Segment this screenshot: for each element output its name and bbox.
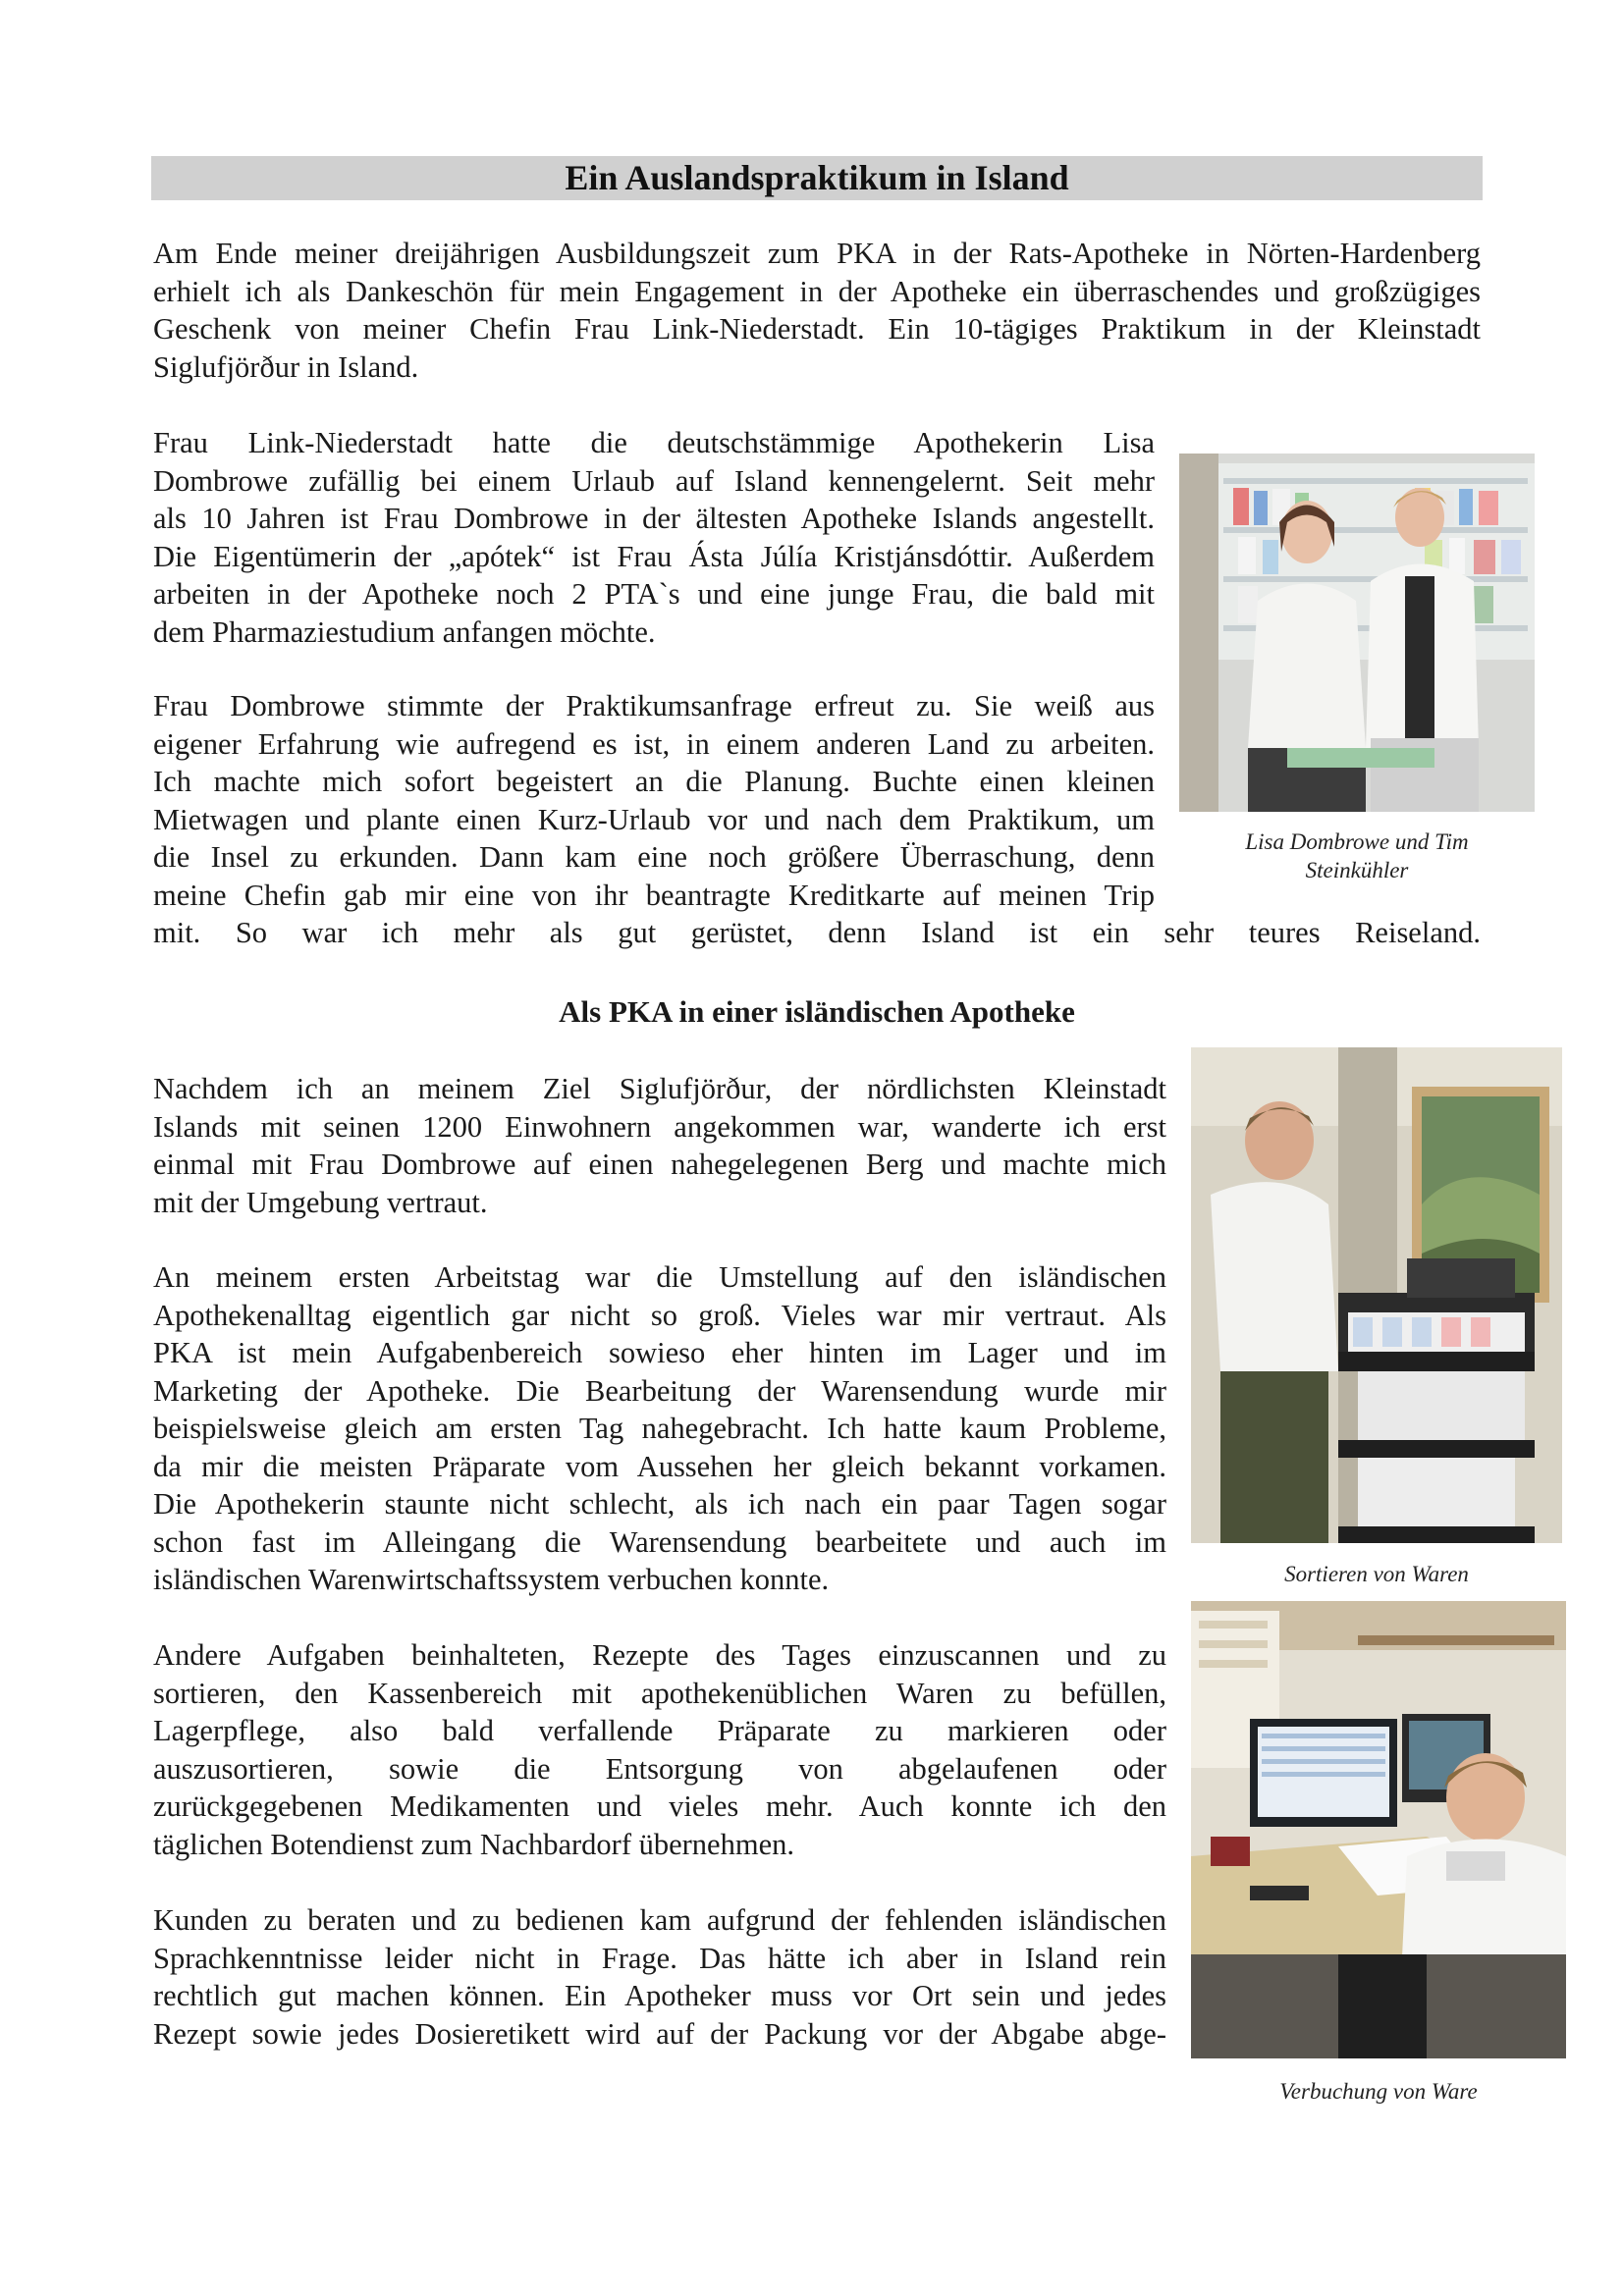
text-line: eigener Erfahrung wie aufregend es ist, in einem anderen Land zu arbeiten. <box>153 726 1155 761</box>
text-line: Rezept sowie jedes Dosieretikett wird auf der Packung vor der Abgabe abge- <box>153 2016 1166 2051</box>
text-line: sortieren, den Kassenbereich mit apothekenüblichen Waren zu befüllen, <box>153 1676 1166 1710</box>
text-line: Apothekenalltag eigentlich gar nicht so groß. Vieles war mir vertraut. Als <box>153 1298 1166 1332</box>
text-line: Ich machte mich sofort begeistert an die Planung. Buchte einen kleinen <box>153 765 1155 798</box>
paragraph-planning <box>153 687 1155 914</box>
text-line: dem Pharmaziestudium anfangen möchte. <box>153 614 656 649</box>
text-line: beispielsweise gleich am ersten Tag nahegebracht. Ich hatte kaum Probleme, <box>153 1412 1166 1445</box>
text-line: Mietwagen und plante einen Kurz-Urlaub vor und nach dem Praktikum, um <box>153 802 1155 836</box>
text-line: isländischen Warenwirtschaftssystem verbuchen konnte. <box>153 1563 830 1596</box>
text-line: Andere Aufgaben beinhalteten, Rezepte des Tages einzuscannen und zu <box>153 1638 1166 1672</box>
text-line: täglichen Botendienst zum Nachbardorf übernehmen. <box>153 1827 794 1861</box>
caption-line: Lisa Dombrowe und Tim <box>1245 829 1469 854</box>
text-line: mit der Umgebung vertraut. <box>153 1185 488 1219</box>
text-line: Die Eigentümerin der „apótek“ ist Frau Ásta Júlía Kristjánsdóttir. Außerdem <box>153 539 1155 573</box>
text-line: mit. So war ich mehr als gut gerüstet, denn Island ist ein sehr teures Reiseland. <box>153 916 1481 949</box>
text-line: als 10 Jahren ist Frau Dombrowe in der ältesten Apotheke Islands angestellt. <box>153 502 1155 535</box>
paragraph-planning-tail <box>153 914 1481 952</box>
text-line: rechtlich gut machen können. Ein Apotheker muss vor Ort sein und jedes <box>153 1979 1166 2012</box>
paragraph-tasks <box>153 1636 1166 1863</box>
text-line: zurückgegebenen Medikamenten und vieles mehr. Auch konnte ich den <box>153 1789 1166 1823</box>
text-line: Geschenk von meiner Chefin Frau Link-Niederstadt. Ein 10-tägiges Praktikum in der Kleinstadt <box>153 312 1481 346</box>
section-heading: Als PKA in einer isländischen Apotheke <box>559 994 1075 1029</box>
text-line: da mir die meisten Präparate vom Aussehen her gleich bekannt vorkamen. <box>153 1449 1166 1483</box>
text-line: Am Ende meiner dreijährigen Ausbildungszeit zum PKA in der Rats-Apotheke in Nörten-Hardenberg <box>153 237 1481 270</box>
text-line: Siglufjörður in Island. <box>153 349 419 384</box>
paragraph-dombrowe <box>153 424 1155 651</box>
text-line: PKA ist mein Aufgabenbereich sowieso eher hinten im Lager und im <box>153 1336 1166 1369</box>
photo-sorting-goods <box>1191 1047 1562 1543</box>
text-line: Dombrowe zufällig bei einem Urlaub auf Island kennengelernt. Seit mehr <box>153 463 1155 498</box>
text-line: Kunden zu beraten und zu bedienen kam aufgrund der fehlenden isländischen <box>153 1903 1166 1937</box>
paragraph-first-day <box>153 1258 1166 1599</box>
text-line: Frau Dombrowe stimmte der Praktikumsanfrage erfreut zu. Sie weiß aus <box>153 689 1155 722</box>
text-line: schon fast im Alleingang die Warensendung bearbeitete und auch im <box>153 1524 1166 1559</box>
text-line: An meinem ersten Arbeitstag war die Umstellung auf den isländischen <box>153 1260 1166 1294</box>
text-line: Sprachkenntnisse leider nicht in Frage. Das hätte ich aber in Island rein <box>153 1941 1166 1975</box>
text-line: Die Apothekerin staunte nicht schlecht, als ich nach ein paar Tagen sogar <box>153 1487 1166 1521</box>
photo-caption: Verbuchung von Ware <box>1279 2079 1478 2104</box>
photo-caption <box>1179 828 1535 884</box>
text-line: Marketing der Apotheke. Die Bearbeitung der Warensendung wurde mir <box>153 1373 1166 1408</box>
paragraph-intro <box>153 235 1481 386</box>
photo-caption: Sortieren von Waren <box>1284 1562 1469 1586</box>
text-line: arbeiten in der Apotheke noch 2 PTA`s und eine junge Frau, die bald mit <box>153 577 1155 611</box>
article-title: Ein Auslandspraktikum in Island <box>151 156 1483 200</box>
text-line: Nachdem ich an meinem Ziel Siglufjörður, der nördlichsten Kleinstadt <box>153 1072 1166 1105</box>
text-line: erhielt ich als Dankeschön für mein Engagement in der Apotheke ein überraschendes und großzügiges <box>153 274 1481 308</box>
text-line: Islands mit seinen 1200 Einwohnern angekommen war, wanderte ich erst <box>153 1109 1166 1144</box>
photo-pharmacists <box>1179 454 1535 812</box>
text-line: meine Chefin gab mir eine von ihr beantragte Kreditkarte auf meinen Trip <box>153 878 1155 912</box>
text-line: Frau Link-Niederstadt hatte die deutschstämmige Apothekerin Lisa <box>153 426 1155 459</box>
photo-booking-goods <box>1191 1601 1566 2058</box>
text-line: Lagerpflege, also bald verfallende Präparate zu markieren oder <box>153 1714 1166 1747</box>
caption-line: Steinkühler <box>1305 858 1409 882</box>
paragraph-arrival <box>153 1070 1166 1221</box>
text-line: auszusortieren, sowie die Entsorgung von abgelaufenen oder <box>153 1751 1166 1786</box>
text-line: die Insel zu erkunden. Dann kam eine noch größere Überraschung, denn <box>153 840 1155 874</box>
text-line: einmal mit Frau Dombrowe auf einen nahegelegenen Berg und machte mich <box>153 1148 1166 1181</box>
paragraph-customers <box>153 1901 1166 2053</box>
